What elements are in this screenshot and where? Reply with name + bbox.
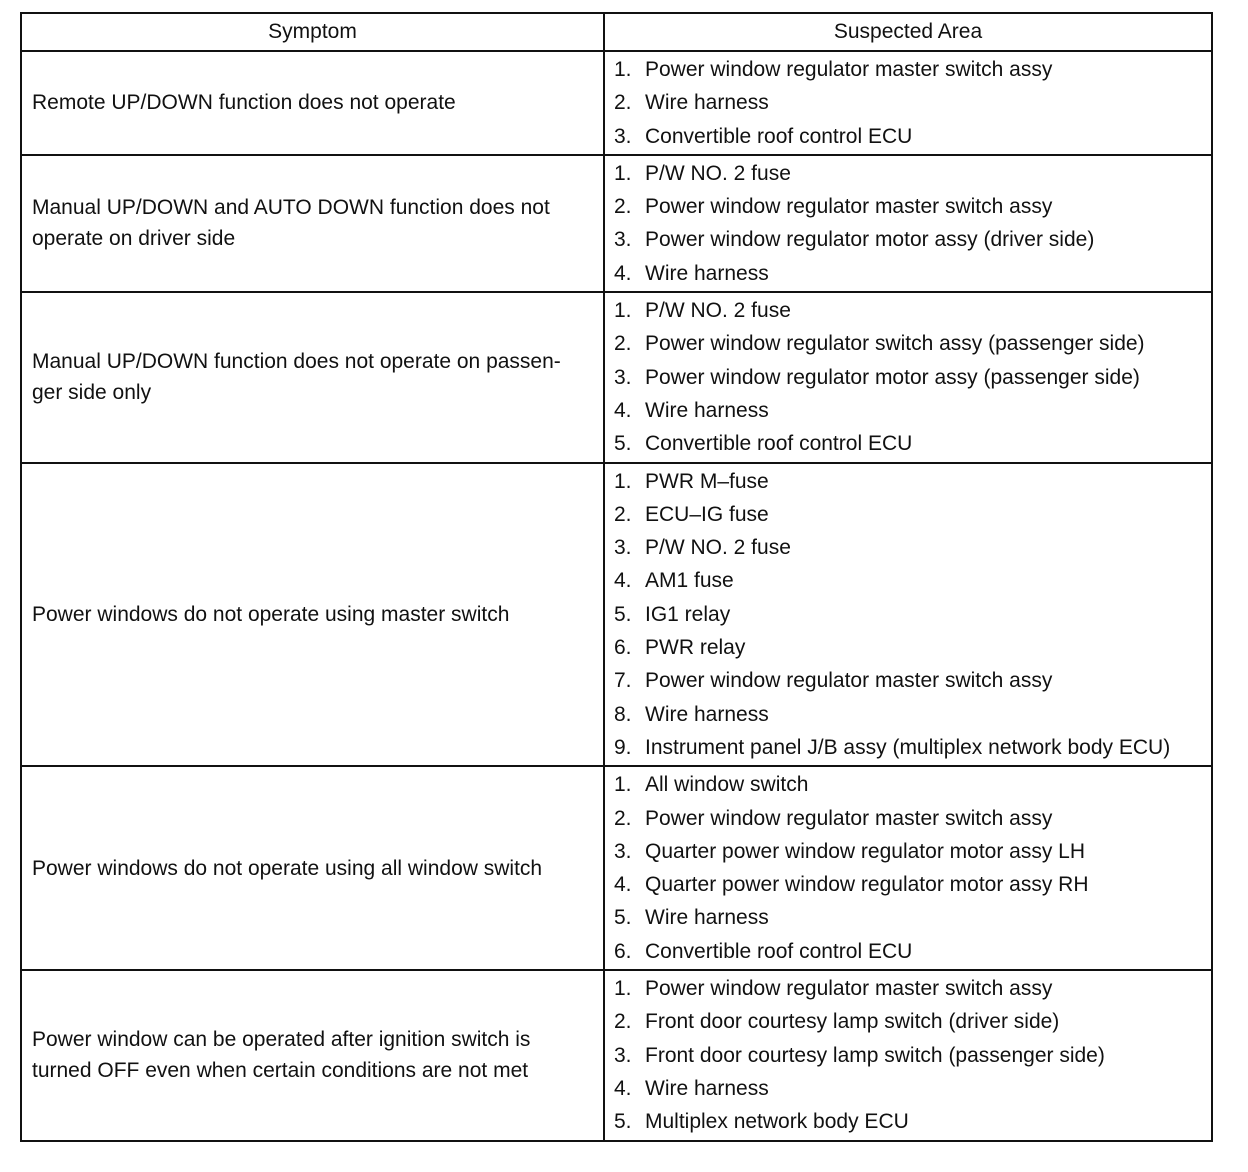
list-item-number: 2. [614,502,632,526]
list-item [605,731,1211,764]
list-item-text: Wire harness [645,398,769,422]
suspected-area-cell [604,292,1212,462]
list-item-number: 4. [614,569,632,593]
symptom-column-header: Symptom [21,13,604,51]
symptom-cell: Manual UP/DOWN function does not operate on passen- ger side only [21,292,604,462]
list-item-number: 3. [614,228,632,252]
table-row [21,766,1212,970]
list-item [605,598,1211,631]
list-item [605,802,1211,835]
list-item [605,498,1211,531]
list-item-text: Wire harness [645,702,769,726]
list-item-text: P/W NO. 2 fuse [645,299,791,323]
table-row [21,463,1212,767]
list-item-number: 5. [614,602,632,626]
list-item-number: 3. [614,536,632,560]
suspected-area-cell [604,463,1212,767]
list-item [605,901,1211,934]
list-item-number: 4. [614,398,632,422]
list-item [605,190,1211,223]
list-item [605,53,1211,86]
list-item-number: 2. [614,1010,632,1034]
list-item [605,157,1211,190]
list-item [605,223,1211,256]
list-item [605,86,1211,119]
suspected-area-column-header: Suspected Area [604,13,1212,51]
list-item-number: 2. [614,195,632,219]
suspected-area-list [605,294,1211,460]
table-row [21,51,1212,155]
list-item [605,120,1211,153]
list-item-text: All window switch [645,773,809,797]
symptom-cell: Power windows do not operate using master switch [21,463,604,767]
list-item [605,835,1211,868]
list-item [605,294,1211,327]
list-item [605,868,1211,901]
list-item [605,257,1211,290]
list-item-number: 1. [614,469,632,493]
list-item [605,1005,1211,1038]
list-item-number: 3. [614,839,632,863]
list-item [605,768,1211,801]
list-item-text: Power window regulator motor assy (driver side) [645,228,1095,252]
list-item-number: 1. [614,773,632,797]
list-item [605,394,1211,427]
suspected-area-list [605,768,1211,968]
list-item-text: Convertible roof control ECU [645,939,913,963]
list-item-text: P/W NO. 2 fuse [645,161,791,185]
list-item-number: 2. [614,332,632,356]
list-item [605,361,1211,394]
list-item-text: Multiplex network body ECU [645,1110,909,1134]
list-item [605,1105,1211,1138]
list-item-number: 3. [614,1043,632,1067]
table-row [21,292,1212,462]
list-item [605,972,1211,1005]
suspected-area-cell [604,155,1212,292]
list-item-text: Front door courtesy lamp switch (passenger side) [645,1043,1105,1067]
list-item-text: Power window regulator switch assy (passenger side) [645,332,1145,356]
list-item-text: Instrument panel J/B assy (multiplex network body ECU) [645,735,1171,759]
suspected-area-cell [604,766,1212,970]
list-item-text: Wire harness [645,906,769,930]
list-item [605,1039,1211,1072]
list-item-text: IG1 relay [645,602,731,626]
list-item-text: AM1 fuse [645,569,734,593]
list-item-text: Power window regulator master switch assy [645,669,1053,693]
table-body [21,51,1212,1141]
suspected-area-list [605,972,1211,1138]
list-item-number: 3. [614,124,632,148]
suspected-area-cell [604,970,1212,1140]
list-item-text: Convertible roof control ECU [645,432,913,456]
suspected-area-list [605,465,1211,765]
list-item-number: 8. [614,702,632,726]
table-header-row [21,13,1212,51]
list-item [605,427,1211,460]
table-row [21,970,1212,1140]
list-item-number: 5. [614,432,632,456]
table-row [21,155,1212,292]
list-item-number: 2. [614,91,632,115]
symptom-cell: Manual UP/DOWN and AUTO DOWN function does not operate on driver side [21,155,604,292]
symptom-cell: Remote UP/DOWN function does not operate [21,51,604,155]
list-item-number: 3. [614,365,632,389]
suspected-area-cell [604,51,1212,155]
list-item-text: Power window regulator motor assy (passenger side) [645,365,1140,389]
list-item-number: 4. [614,1076,632,1100]
list-item-text: Power window regulator master switch assy [645,58,1053,81]
symptom-cell: Power window can be operated after ignition switch is turned OFF even when certain conditions are not met [21,970,604,1140]
symptom-cell: Power windows do not operate using all window switch [21,766,604,970]
list-item-text: P/W NO. 2 fuse [645,536,791,560]
list-item [605,631,1211,664]
list-item-number: 5. [614,906,632,930]
list-item-number: 1. [614,977,632,1001]
list-item-number: 1. [614,299,632,323]
list-item-number: 9. [614,735,632,759]
list-item-text: Wire harness [645,1076,769,1100]
list-item [605,327,1211,360]
list-item-text: PWR relay [645,636,746,660]
list-item-text: Wire harness [645,91,769,115]
list-item-number: 7. [614,669,632,693]
trouble-symptom-table [20,12,1213,1142]
list-item-number: 6. [614,636,632,660]
list-item-text: Power window regulator master switch assy [645,195,1053,219]
list-item-text: Quarter power window regulator motor assy RH [645,873,1089,897]
list-item-number: 1. [614,58,632,81]
list-item [605,935,1211,968]
list-item-text: Power window regulator master switch assy [645,806,1053,830]
list-item-text: Power window regulator master switch assy [645,977,1053,1001]
list-item-text: PWR M–fuse [645,469,769,493]
suspected-area-list [605,157,1211,290]
list-item-number: 1. [614,161,632,185]
list-item [605,531,1211,564]
list-item [605,698,1211,731]
list-item [605,1072,1211,1105]
list-item-text: Front door courtesy lamp switch (driver side) [645,1010,1060,1034]
list-item-number: 5. [614,1110,632,1134]
list-item-text: Quarter power window regulator motor assy LH [645,839,1086,863]
list-item-text: Convertible roof control ECU [645,124,913,148]
list-item-text: ECU–IG fuse [645,502,769,526]
list-item-number: 6. [614,939,632,963]
list-item-text: Wire harness [645,261,769,285]
suspected-area-list [605,53,1211,153]
list-item-number: 2. [614,806,632,830]
list-item-number: 4. [614,873,632,897]
list-item [605,664,1211,697]
list-item [605,564,1211,597]
list-item-number: 4. [614,261,632,285]
list-item [605,465,1211,498]
